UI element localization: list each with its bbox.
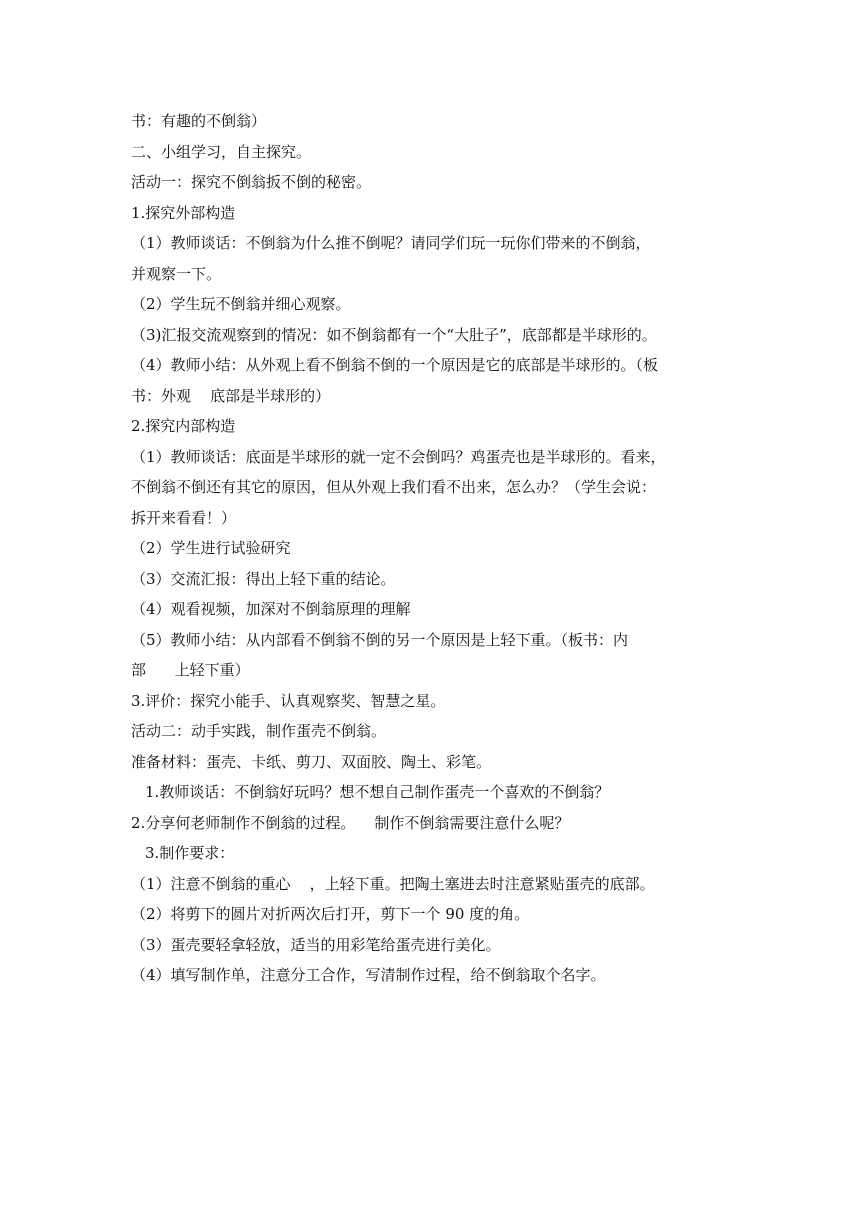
text-line: 部 上轻下重）: [131, 661, 250, 679]
text-line: 2.分享何老师制作不倒翁的过程。 制作不倒翁需要注意什么呢？: [131, 813, 570, 832]
subsection-heading: 1.探究外部构造: [131, 203, 236, 222]
text-line: 书：有趣的不倒翁）: [131, 112, 267, 130]
text-line: （1）教师谈话：底面是半球形的就一定不会倒吗？鸡蛋壳也是半球形的。看来，: [131, 447, 666, 466]
text-line: （3）蛋壳要轻拿轻放，适当的用彩笔给蛋壳进行美化。: [131, 935, 501, 954]
text-line: 准备材料：蛋壳、卡纸、剪刀、双面胶、陶土、彩笔。: [131, 752, 492, 771]
text-line: （2）学生进行试验研究: [131, 539, 291, 557]
text-line: （3)汇报交流观察到的情况：如不倒翁都有一个“大肚子”，底部都是半球形的。: [131, 325, 657, 344]
text-line: 书：外观 底部是半球形的）: [131, 386, 331, 405]
section-heading: 二、小组学习，自主探究。: [131, 142, 312, 161]
text-line: （4）教师小结：从外观上看不倒翁不倒的一个原因是它的底部是半球形的。（板: [131, 356, 659, 374]
text-line: （4）观看视频，加深对不倒翁原理的理解: [131, 600, 411, 618]
subsection-heading: 2.探究内部构造: [131, 417, 236, 435]
text-line: （5）教师小结：从内部看不倒翁不倒的另一个原因是上轻下重。（板书：内: [131, 630, 629, 649]
text-line: 并观察一下。: [131, 264, 222, 283]
text-line: 3.评价：探究小能手、认真观察奖、智慧之星。: [131, 691, 446, 710]
text-line: （2）将剪下的圆片对折两次后打开，剪下一个 90 度的角。: [131, 905, 530, 923]
text-line: 不倒翁不倒还有其它的原因，但从外观上我们看不出来，怎么办？（学生会说：: [131, 478, 657, 496]
text-line: （1）注意不倒翁的重心 ，上轻下重。把陶土塞进去时注意紧贴蛋壳的底部。: [131, 874, 655, 893]
text-line: 3.制作要求：: [145, 844, 235, 862]
text-line: （4）填写制作单，注意分工合作，写清制作过程，给不倒翁取个名字。: [131, 966, 606, 984]
text-line: （2）学生玩不倒翁并细心观察。: [131, 295, 351, 313]
activity-heading: 活动二：动手实践，制作蛋壳不倒翁。: [131, 722, 387, 740]
text-line: （3）交流汇报：得出上轻下重的结论。: [131, 569, 396, 588]
document-body: [131, 106, 731, 991]
activity-heading: 活动一：探究不倒翁扳不倒的秘密。: [131, 173, 372, 191]
text-line: 拆开来看看！）: [131, 508, 237, 527]
text-line: 1.教师谈话：不倒翁好玩吗？想不想自己制作蛋壳一个喜欢的不倒翁？: [145, 783, 610, 801]
text-line: （1）教师谈话：不倒翁为什么推不倒呢？请同学们玩一玩你们带来的不倒翁，: [131, 234, 651, 252]
